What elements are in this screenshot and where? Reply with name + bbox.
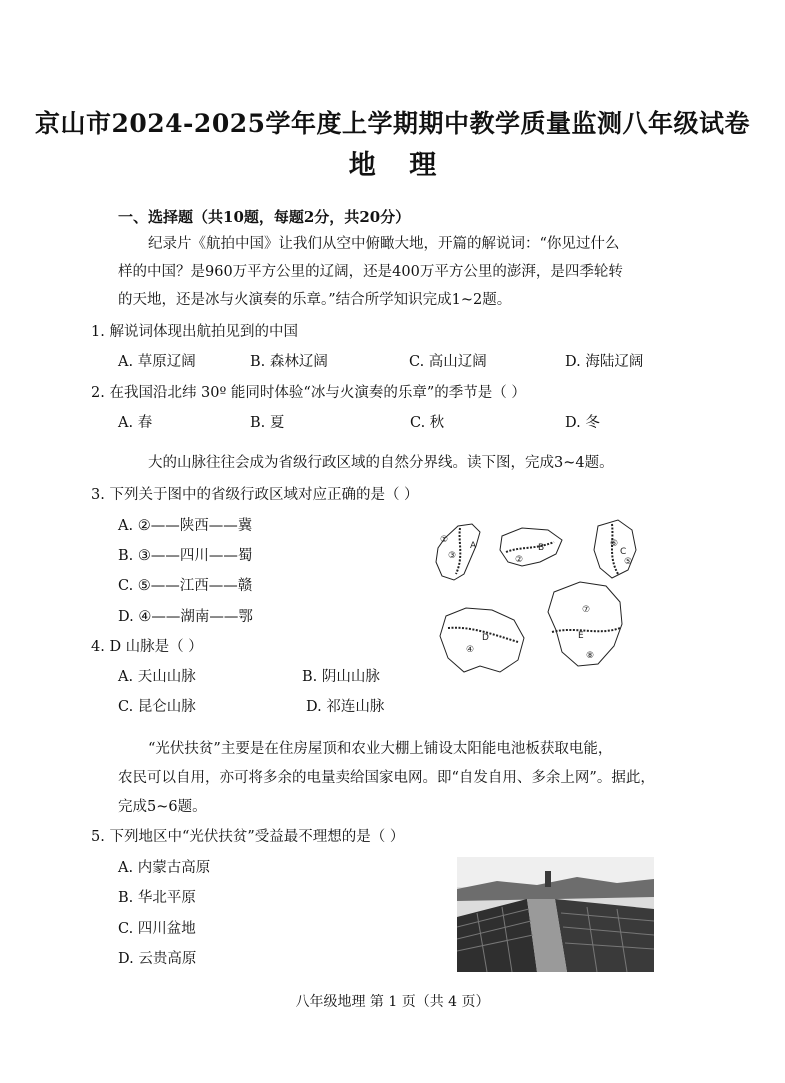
question-3-stem: 3. 下列关于图中的省级行政区域对应正确的是（ ）	[91, 487, 419, 503]
question-5-option-c: C. 四川盆地	[118, 921, 196, 937]
question-2-option-a: A. 春	[118, 415, 153, 431]
question-4-option-d: D. 祁连山脉	[306, 699, 385, 715]
question-4-option-c: C. 昆仑山脉	[118, 699, 196, 715]
question-1-option-d: D. 海陆辽阔	[565, 354, 644, 370]
page-footer: 八年级地理 第 1 页（共 4 页）	[295, 994, 490, 1010]
map-label-4: ④	[466, 645, 475, 655]
question-5-option-d: D. 云贵高原	[118, 951, 197, 967]
subject-title: 地 理	[348, 150, 437, 181]
question-3-option-c: C. ⑤——江西——赣	[118, 578, 253, 594]
intro-paragraph-line: 农民可以自用，亦可将多余的电量卖给国家电网。即“自发自用、多余上网”。据此，	[118, 770, 655, 786]
question-2-stem: 2. 在我国沿北纬 30º 能同时体验“冰与火演奏的乐章”的季节是（ ）	[91, 385, 526, 401]
solar-panel-photo	[457, 857, 654, 972]
intro-paragraph-line: “光伏扶贫”主要是在住房屋顶和农业大棚上铺设太阳能电池板获取电能，	[148, 741, 613, 757]
map-label-B: B	[538, 543, 545, 553]
map-label-8: ⑧	[586, 651, 595, 661]
question-1-option-b: B. 森林辽阔	[250, 354, 328, 370]
intro-paragraph-2: 大的山脉往往会成为省级行政区域的自然分界线。读下图，完成3~4题。	[148, 455, 614, 471]
section-heading: 一、选择题（共10题，每题2分，共20分）	[118, 208, 411, 226]
question-4-stem: 4. D 山脉是（ ）	[91, 639, 203, 655]
map-label-A: A	[470, 541, 477, 551]
question-1-option-a: A. 草原辽阔	[118, 354, 196, 370]
question-5-option-a: A. 内蒙古高原	[118, 860, 211, 876]
question-5-stem: 5. 下列地区中“光伏扶贫”受益最不理想的是（ ）	[91, 829, 405, 845]
question-3-option-b: B. ③——四川——蜀	[118, 548, 253, 564]
question-1-option-c: C. 高山辽阔	[409, 354, 487, 370]
question-4-option-b: B. 阴山山脉	[302, 669, 380, 685]
map-label-7: ⑦	[582, 605, 591, 615]
map-label-1: ①	[440, 535, 449, 545]
map-label-6: ⑥	[610, 539, 619, 549]
map-label-5: ⑤	[624, 557, 633, 567]
question-5-option-b: B. 华北平原	[118, 890, 196, 906]
exam-title: 京山市2024-2025学年度上学期期中教学质量监测八年级试卷	[34, 109, 751, 138]
intro-paragraph-line: 的天地，还是冰与火演奏的乐章。”结合所学知识完成1~2题。	[118, 292, 512, 308]
question-4-option-a: A. 天山山脉	[118, 669, 196, 685]
question-2-option-c: C. 秋	[410, 415, 445, 431]
map-label-E: E	[578, 631, 584, 641]
intro-paragraph-line: 完成5~6题。	[118, 799, 207, 815]
question-1-stem: 1. 解说词体现出航拍见到的中国	[91, 324, 298, 340]
question-3-option-d: D. ④——湖南——鄂	[118, 609, 253, 625]
map-label-2: ②	[515, 555, 524, 565]
question-2-option-d: D. 冬	[565, 415, 600, 431]
intro-paragraph-line: 样的中国？是960万平方公里的辽阔，还是400万平方公里的澎湃，是四季轮转	[118, 264, 623, 280]
province-boundary-map	[430, 516, 655, 686]
map-label-D: D	[482, 633, 489, 643]
map-label-C: C	[620, 547, 627, 557]
question-3-option-a: A. ②——陕西——冀	[118, 518, 253, 534]
intro-paragraph-line: 纪录片《航拍中国》让我们从空中俯瞰大地，开篇的解说词：“你见过什么	[148, 236, 620, 252]
map-label-3: ③	[448, 551, 457, 561]
question-2-option-b: B. 夏	[250, 415, 285, 431]
